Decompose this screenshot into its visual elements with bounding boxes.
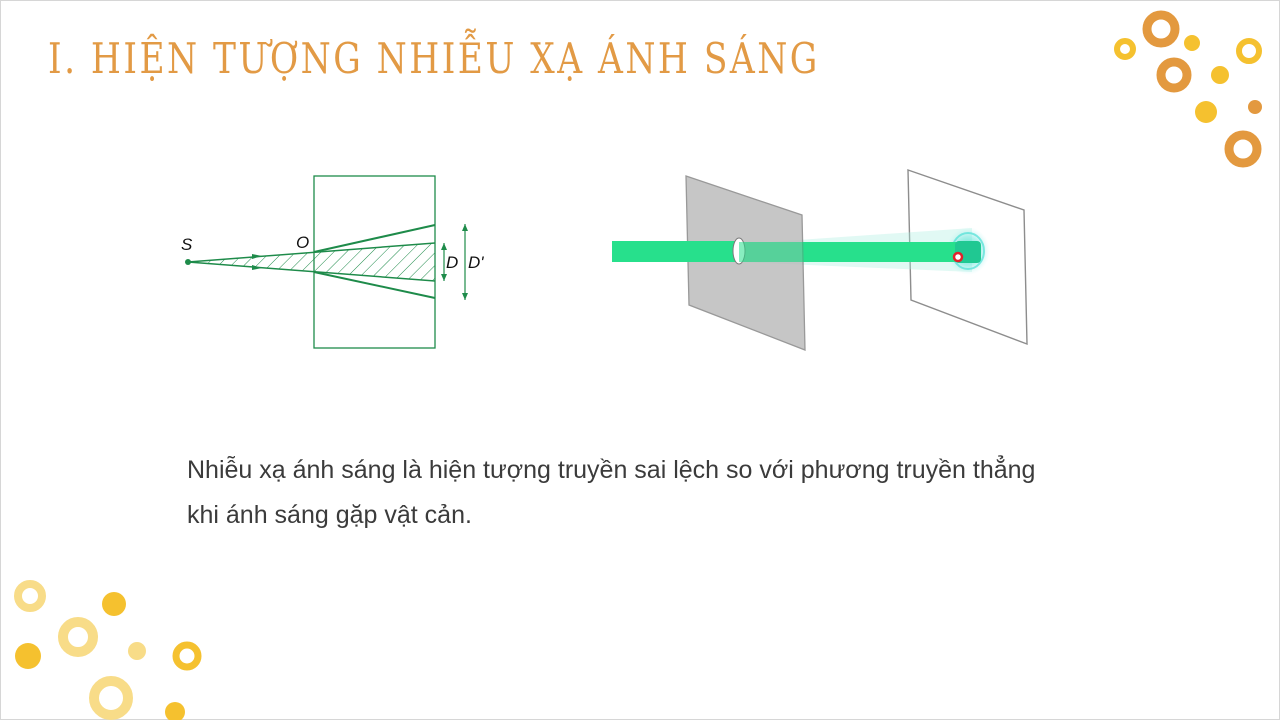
caption-line-2: khi ánh sáng gặp vật cản. — [187, 501, 472, 529]
aperture-plate — [686, 176, 805, 350]
label-hole: O — [296, 233, 310, 252]
label-source: S — [181, 235, 193, 254]
light-beam-through-hole — [739, 242, 805, 262]
slide-title: I. HIỆN TƯỢNG NHIỄU XẠ ÁNH SÁNG — [48, 34, 820, 83]
definition-caption — [187, 448, 1167, 538]
label-width-prime: D' — [468, 253, 484, 272]
caption-line-1: Nhiễu xạ ánh sáng là hiện tượng truyền sai lệch so với phương truyền thẳng — [187, 456, 1036, 484]
label-width: D — [446, 253, 459, 272]
light-beam-before — [612, 241, 738, 262]
laser-spot — [954, 253, 962, 261]
